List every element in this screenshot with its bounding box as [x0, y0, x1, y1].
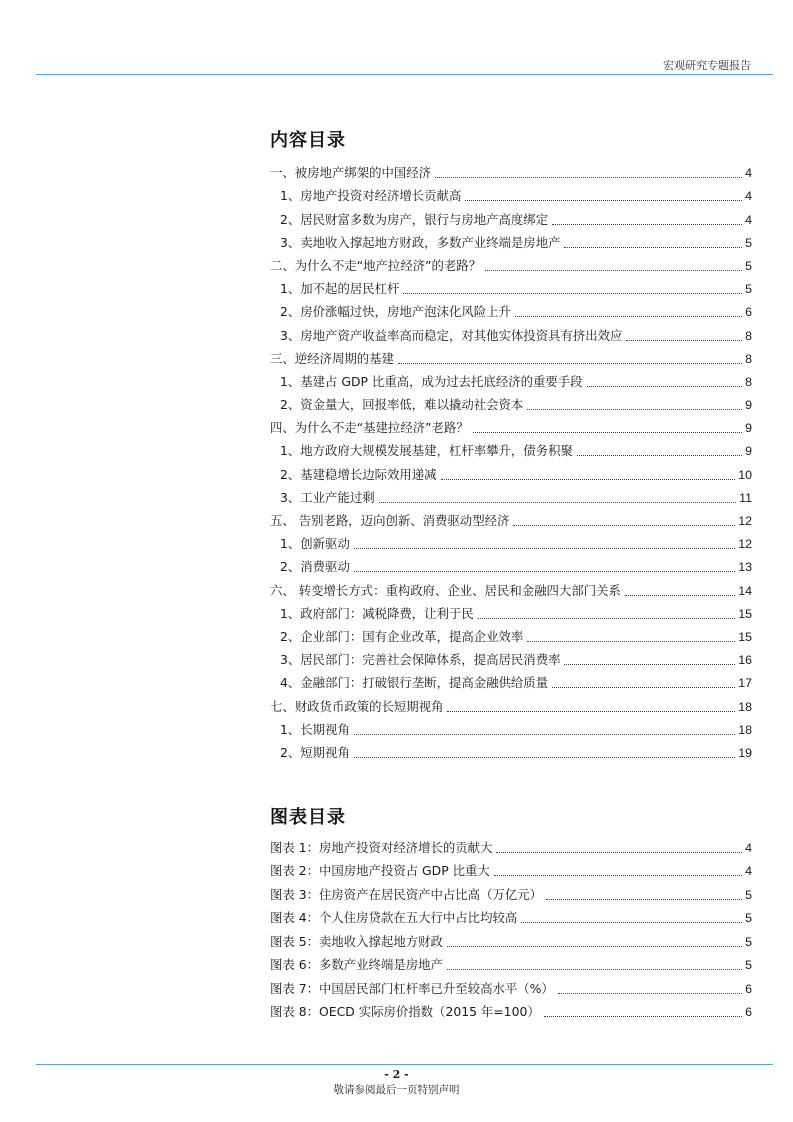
figure-entry-page: 4	[745, 864, 752, 878]
toc-entry[interactable]	[270, 251, 752, 274]
figure-entry-page: 5	[745, 958, 752, 972]
toc-entry-label: 3、居民部门：完善社会保障体系，提高居民消费率	[280, 652, 561, 668]
figure-entry-label: 图表 8：OECD 实际房价指数（2015 年=100）	[270, 1004, 540, 1019]
toc-entry-page: 4	[745, 166, 752, 181]
toc-entry-label: 2、基建稳增长边际效用递减	[280, 466, 437, 482]
figure-entry-page: 5	[745, 911, 752, 925]
toc-entry[interactable]	[270, 575, 752, 598]
toc-entry-page: 18	[738, 722, 752, 737]
figure-entry-page: 6	[745, 981, 752, 996]
toc-entry-page: 4	[745, 189, 752, 204]
toc-entry[interactable]	[270, 297, 752, 320]
toc-entry-page: 17	[738, 676, 752, 691]
toc-entry-label: 七、财政货币政策的长短期视角	[270, 698, 444, 714]
dot-leader	[546, 899, 742, 900]
toc-entry-page: 5	[745, 235, 752, 250]
toc-entry[interactable]	[270, 483, 752, 506]
figure-entry[interactable]	[270, 926, 752, 950]
dot-leader	[552, 687, 735, 688]
toc-entry-label: 1、创新驱动	[280, 536, 350, 552]
toc-entry-label: 3、卖地收入撑起地方财政，多数产业终端是房地产	[280, 234, 561, 250]
toc-entry-label: 二、为什么不走“地产拉经济”的老路？	[270, 257, 482, 273]
toc-entry-page: 6	[745, 305, 752, 320]
figure-entry[interactable]	[270, 856, 752, 880]
dot-leader	[577, 455, 742, 456]
figure-entry-page: 6	[745, 1005, 752, 1019]
toc-entry[interactable]	[270, 529, 752, 552]
toc-entry-page: 9	[745, 398, 752, 413]
toc-entry[interactable]	[270, 599, 752, 622]
dot-leader	[513, 525, 735, 526]
toc-entry-page: 15	[738, 629, 752, 644]
toc-entry[interactable]	[270, 645, 752, 668]
toc-entry[interactable]	[270, 274, 752, 297]
dot-leader	[626, 340, 742, 341]
toc-entry-label: 3、房地产资产收益率高而稳定，对其他实体投资具有挤出效应	[280, 327, 623, 343]
dot-leader	[354, 757, 735, 758]
figure-entry[interactable]	[270, 832, 752, 856]
toc-entry-label: 2、资金量大，回报率低，难以撬动社会资本	[280, 397, 524, 413]
dot-leader	[398, 363, 742, 364]
toc-entry-label: 一、被房地产绑架的中国经济	[270, 165, 432, 181]
toc-entry-label: 1、房地产投资对经济增长贡献高	[280, 188, 462, 204]
figure-entry-label: 图表 3：住房资产在居民资产中占比高（万亿元）	[270, 886, 543, 902]
figure-entry-page: 5	[745, 887, 752, 902]
dot-leader	[435, 177, 742, 178]
header-divider	[36, 74, 773, 75]
dot-leader	[478, 618, 735, 619]
toc-entry-label: 1、政府部门：减税降费，让利于民	[280, 605, 474, 621]
toc-entry-label: 三、逆经济周期的基建	[270, 350, 394, 366]
dot-leader	[527, 641, 735, 642]
toc-entry-page: 8	[745, 351, 752, 366]
toc-entry-label: 2、企业部门：国有企业改革，提高企业效率	[280, 628, 524, 644]
report-type-header: 宏观研究专题报告	[663, 59, 751, 72]
toc-entry-page: 15	[738, 606, 752, 621]
toc-entry[interactable]	[270, 622, 752, 645]
figure-entry-label: 图表 4：个人住房贷款在五大行中占比均较高	[270, 910, 518, 925]
toc-entry[interactable]	[270, 181, 752, 204]
disclaimer: 敬请参阅最后一页特别声明	[333, 1084, 460, 1096]
figure-entry[interactable]	[270, 903, 752, 927]
dot-leader	[441, 479, 736, 480]
toc-entry-label: 2、消费驱动	[280, 559, 350, 575]
toc-entry-label: 4、金融部门：打破银行垄断，提高金融供给质量	[280, 675, 549, 691]
dot-leader	[403, 293, 742, 294]
toc-entry-page: 12	[738, 514, 752, 528]
dot-leader	[564, 664, 735, 665]
toc-entry-label: 1、地方政府大规模发展基建，杠杆率攀升，债务积聚	[280, 443, 573, 459]
dot-leader	[485, 270, 742, 271]
dot-leader	[544, 1016, 742, 1017]
toc-entry-page: 13	[738, 560, 752, 575]
figure-entry[interactable]	[270, 997, 752, 1021]
page-number: - 2 -	[384, 1068, 409, 1081]
toc-entry-page: 8	[745, 374, 752, 389]
toc-entry-label: 2、居民财富多数为房产，银行与房地产高度绑定	[280, 211, 549, 227]
toc-list	[270, 158, 752, 761]
dot-leader	[527, 409, 742, 410]
figure-entry[interactable]	[270, 879, 752, 903]
toc-entry-label: 六、 转变增长方式：重构政府、企业、居民和金融四大部门关系	[270, 582, 621, 598]
dot-leader	[494, 875, 742, 876]
toc-entry-label: 五、 告别老路，迈向创新、消费驱动型经济	[270, 513, 510, 528]
dot-leader	[354, 734, 735, 735]
dot-leader	[564, 247, 742, 248]
dot-leader	[447, 711, 735, 712]
toc-entry-page: 8	[745, 328, 752, 343]
toc-entry-page: 4	[745, 212, 752, 227]
toc-entry[interactable]	[270, 459, 752, 482]
toc-entry-page: 18	[738, 699, 752, 714]
toc-entry[interactable]	[270, 367, 752, 390]
toc-entry-page: 16	[738, 653, 752, 668]
toc-entry-label: 四、为什么不走“基建拉经济”老路？	[270, 420, 469, 436]
toc-entry-page: 12	[738, 537, 752, 552]
toc-entry[interactable]	[270, 228, 752, 251]
dot-leader	[625, 595, 735, 596]
figure-entry-label: 图表 2：中国房地产投资占 GDP 比重大	[270, 863, 490, 878]
figure-list	[270, 832, 752, 1020]
dot-leader	[515, 316, 742, 317]
toc-entry-label: 2、房价涨幅过快，房地产泡沫化风险上升	[280, 304, 511, 320]
figure-entry[interactable]	[270, 973, 752, 997]
toc-entry[interactable]	[270, 436, 752, 459]
figure-entry-page: 4	[745, 840, 752, 855]
figure-entry[interactable]	[270, 950, 752, 974]
figure-entry-label: 图表 7：中国居民部门杠杆率已升至较高水平（%）	[270, 980, 554, 996]
dot-leader	[496, 852, 742, 853]
toc-entry-page: 5	[745, 258, 752, 273]
toc-entry[interactable]	[270, 320, 752, 343]
toc-title: 内容目录	[270, 130, 346, 151]
toc-entry-label: 3、工业产能过剩	[280, 489, 375, 505]
toc-entry[interactable]	[270, 204, 752, 227]
toc-entry-page: 19	[738, 745, 752, 760]
toc-entry[interactable]	[270, 552, 752, 575]
figure-list-title: 图表目录	[270, 807, 346, 828]
toc-entry-label: 1、基建占 GDP 比重高，成为过去托底经济的重要手段	[280, 373, 583, 389]
toc-entry-label: 2、短期视角	[280, 744, 350, 760]
toc-entry-page: 9	[745, 421, 752, 436]
toc-entry-page: 10	[738, 467, 752, 482]
dot-leader	[552, 224, 742, 225]
dot-leader	[447, 946, 742, 947]
toc-entry[interactable]	[270, 158, 752, 181]
toc-entry[interactable]	[270, 691, 752, 714]
dot-leader	[521, 922, 742, 923]
dot-leader	[465, 200, 742, 201]
toc-entry-label: 1、长期视角	[280, 721, 350, 737]
toc-entry[interactable]	[270, 344, 752, 367]
toc-entry-page: 11	[739, 490, 752, 505]
toc-entry[interactable]	[270, 413, 752, 436]
dot-leader	[354, 571, 735, 572]
dot-leader	[354, 548, 735, 549]
dot-leader	[473, 432, 742, 433]
toc-entry[interactable]	[270, 506, 752, 529]
dot-leader	[447, 969, 742, 970]
toc-entry-page: 14	[738, 583, 752, 598]
toc-entry-page: 9	[745, 444, 752, 459]
toc-entry[interactable]	[270, 715, 752, 738]
toc-entry[interactable]	[270, 390, 752, 413]
figure-entry-label: 图表 6：多数产业终端是房地产	[270, 957, 443, 972]
toc-entry-page: 5	[745, 282, 752, 297]
footer-divider	[36, 1064, 773, 1065]
figure-entry-label: 图表 1：房地产投资对经济增长的贡献大	[270, 839, 493, 855]
toc-entry[interactable]	[270, 668, 752, 691]
dot-leader	[587, 386, 743, 387]
toc-entry[interactable]	[270, 738, 752, 761]
figure-entry-page: 5	[745, 934, 752, 949]
toc-entry-label: 1、加不起的居民杠杆	[280, 281, 400, 297]
figure-entry-label: 图表 5：卖地收入撑起地方财政	[270, 933, 443, 949]
dot-leader	[558, 993, 742, 994]
dot-leader	[379, 502, 737, 503]
